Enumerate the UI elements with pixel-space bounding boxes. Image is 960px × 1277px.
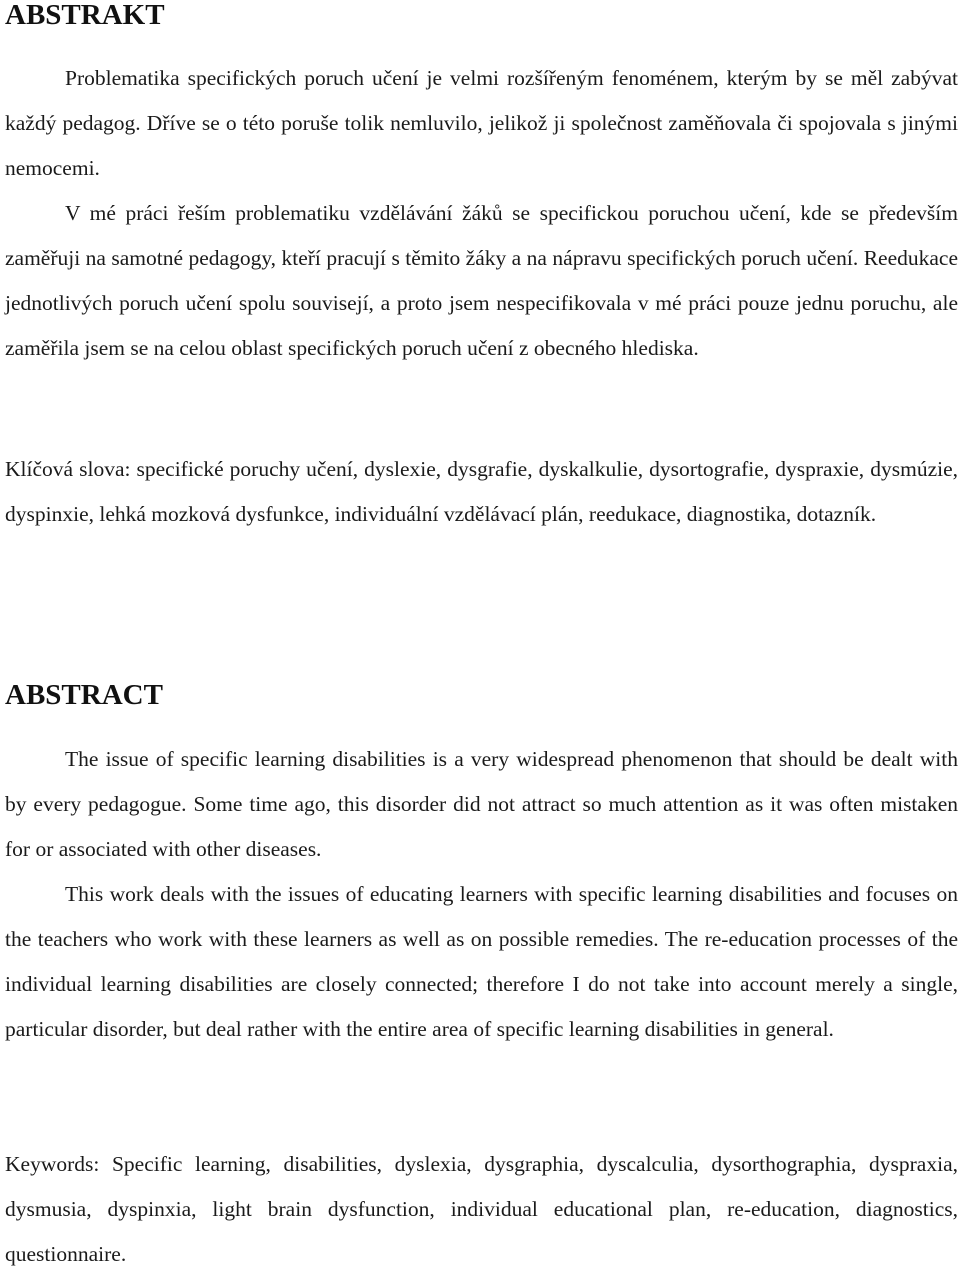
abstrakt-paragraph-1: Problematika specifických poruch učení je velmi rozšířeným fenoménem, kterým by se měl zabývat každý pedagog. Dříve se o této poruše tolik nemluvilo, jelikož ji společnost zaměňovala či spojovala s jinými nemocemi.: [5, 66, 958, 180]
abstract-keywords-block: [5, 1142, 958, 1277]
abstrakt-paragraph-2: V mé práci řeším problematiku vzdělávání žáků se specifickou poruchou učení, kde se především zaměřuji na samotné pedagogy, kteří pracují s těmito žáky a na nápravu specifických poruch učení. Reedukace jednotlivých poruch učení spolu souvisejí, a proto jsem nespecifikovala v mé práci pouze jednu poruchu, ale zaměřila jsem se na celou oblast specifických poruch učení z obecného hlediska.: [5, 201, 958, 360]
abstract-body: [5, 737, 958, 1052]
abstrakt-heading: ABSTRAKT: [5, 0, 165, 31]
abstrakt-keywords: Klíčová slova: specifické poruchy učení, dyslexie, dysgrafie, dyskalkulie, dysortografie, dyspraxie, dysmúzie, dyspinxie, lehká mozková dysfunkce, individuální vzdělávací plán, reedukace, diagnostika, dotazník.: [5, 457, 958, 526]
abstract-paragraph-2: This work deals with the issues of educating learners with specific learning disabilities and focuses on the teachers who work with these learners as well as on possible remedies. The re-education processes of the individual learning disabilities are closely connected; therefore I do not take into account merely a single, particular disorder, but deal rather with the entire area of specific learning disabilities in general.: [5, 882, 958, 1041]
abstract-keywords: Keywords: Specific learning, disabilities, dyslexia, dysgraphia, dyscalculia, dysorthographia, dyspraxia, dysmusia, dyspinxia, light brain dysfunction, individual educational plan, re-education, diagnostics, questionnaire.: [5, 1152, 958, 1266]
abstrakt-keywords-block: [5, 447, 958, 537]
abstrakt-body: [5, 56, 958, 371]
abstract-paragraph-1: The issue of specific learning disabilities is a very widespread phenomenon that should be dealt with by every pedagogue. Some time ago, this disorder did not attract so much attention as it was often mistaken for or associated with other diseases.: [5, 747, 958, 861]
abstract-heading: ABSTRACT: [5, 679, 163, 711]
